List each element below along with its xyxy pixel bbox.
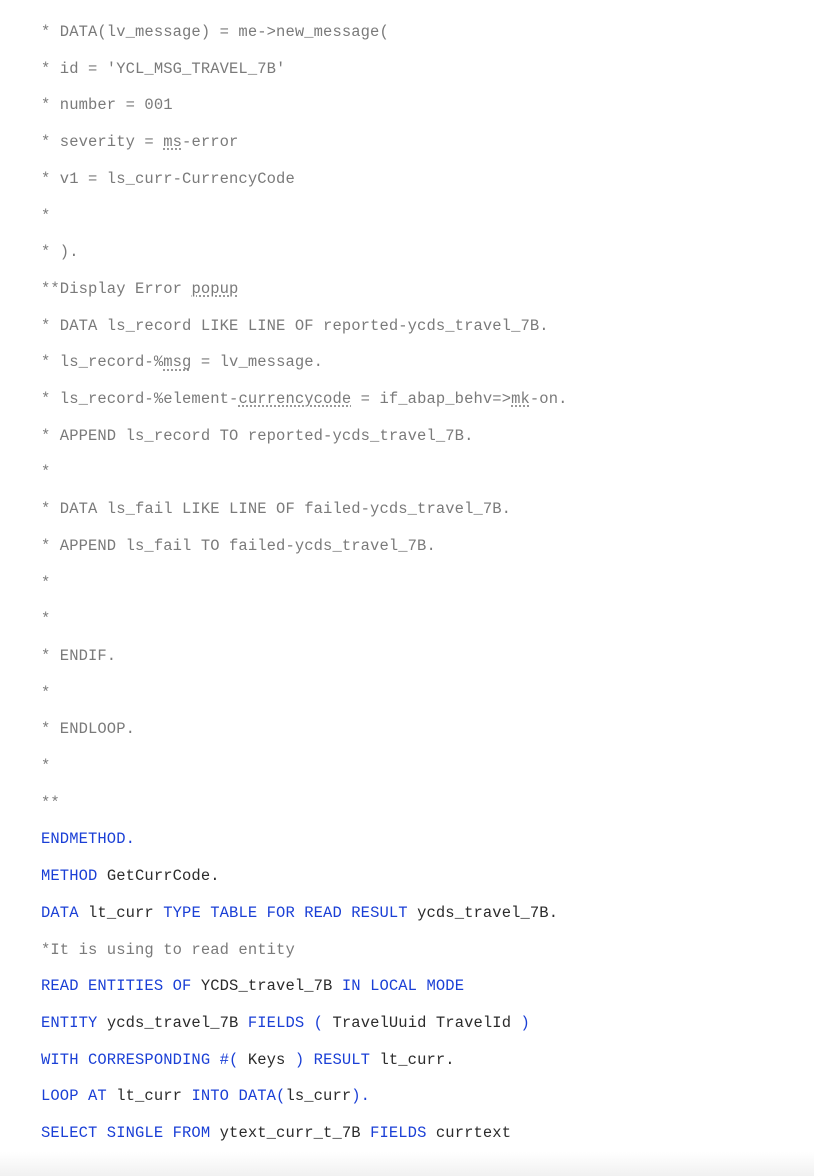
code-line (41, 59, 285, 79)
code-token: SELECT SINGLE FROM (41, 1124, 211, 1142)
code-line (41, 132, 238, 152)
code-token: ENDMETHOD. (41, 830, 136, 849)
code-token: **Display Error (41, 279, 192, 298)
code-token: lt_curr (106, 1087, 192, 1106)
code-token: currencycode (238, 390, 352, 408)
code-token: WITH CORRESPONDING #( (41, 1050, 248, 1069)
code-line (41, 1050, 455, 1070)
code-line (41, 609, 50, 629)
code-token: ms (163, 133, 183, 152)
code-token: * ls_record-%element- (41, 390, 239, 408)
code-token: -error (182, 133, 239, 152)
code-token: * v1 = ls_curr-CurrencyCode (41, 169, 295, 188)
code-token: LOOP AT (41, 1087, 107, 1106)
code-token: = lv_message. (191, 353, 324, 372)
code-token: * (41, 610, 51, 629)
code-token: * (41, 463, 51, 482)
code-token: * (41, 206, 51, 225)
code-line (41, 462, 50, 482)
code-line (41, 536, 436, 556)
code-token: ls_curr (285, 1087, 352, 1106)
code-line (41, 242, 79, 262)
code-line (41, 22, 389, 42)
code-token: * DATA(lv_message) = me->new_message( (41, 23, 389, 41)
code-line (41, 1086, 370, 1106)
code-line (41, 499, 511, 519)
code-token: * APPEND ls_record TO reported-ycds_travel_7B. (41, 426, 474, 445)
code-token: lt_curr (78, 903, 164, 922)
code-line (41, 829, 135, 849)
code-token: IN LOCAL MODE (341, 977, 465, 996)
code-token: READ ENTITIES OF (41, 977, 192, 996)
code-token: ytext_curr_t_7B (210, 1124, 371, 1142)
code-token: = if_abap_behv=> (351, 390, 512, 408)
code-token: *It is using to read entity (41, 940, 295, 959)
code-line (41, 1013, 530, 1033)
code-line (41, 756, 50, 776)
code-line (41, 279, 238, 299)
code-token: TYPE TABLE FOR READ RESULT (163, 903, 408, 922)
code-token: currtext (426, 1124, 512, 1142)
code-token: ycds_travel_7B (97, 1013, 248, 1032)
code-token: * (41, 757, 51, 775)
code-token: ) (520, 1013, 530, 1032)
code-line (41, 426, 473, 446)
code-line (41, 95, 173, 115)
code-token: ) RESULT (294, 1050, 371, 1069)
code-token: * DATA ls_record LIKE LINE OF reported-ycds_travel_7B. (41, 316, 549, 335)
code-token: * id = 'YCL_MSG_TRAVEL_7B' (41, 59, 286, 78)
code-token: ENTITY (41, 1013, 98, 1032)
code-token: ** (41, 793, 60, 812)
code-token: * ENDLOOP. (41, 720, 136, 739)
code-line (41, 206, 50, 226)
code-token: * number = 001 (41, 96, 173, 115)
code-line (41, 683, 50, 703)
code-token: * DATA ls_fail LIKE LINE OF failed-ycds_travel_7B. (41, 500, 512, 519)
code-token: * severity = (41, 133, 164, 152)
code-token: * (41, 683, 51, 702)
code-token: popup (191, 279, 239, 298)
code-token: FIELDS (370, 1124, 427, 1142)
code-token: TravelUuid TravelId (332, 1013, 521, 1032)
code-token: ). (351, 1087, 371, 1106)
code-token: FIELDS ( (247, 1013, 333, 1032)
code-token: DATA (41, 903, 79, 922)
code-line (41, 573, 50, 593)
code-token: mk (511, 390, 530, 408)
code-token: lt_curr. (370, 1050, 455, 1069)
code-token: * APPEND ls_fail TO failed-ycds_travel_7B. (41, 536, 436, 555)
code-line (41, 793, 60, 813)
code-line (41, 903, 558, 923)
code-token: YCDS_travel_7B (191, 977, 342, 996)
code-line (41, 940, 295, 960)
code-line (41, 316, 549, 336)
code-token: GetCurrCode. (97, 867, 220, 886)
code-token: Keys (247, 1050, 295, 1069)
code-token: msg (163, 353, 192, 372)
code-token: * (41, 573, 51, 592)
code-token: * ENDIF. (41, 646, 117, 665)
code-token: METHOD (41, 867, 98, 886)
code-line (41, 719, 135, 739)
code-token: -on. (529, 390, 568, 408)
bottom-fade (0, 1152, 814, 1176)
code-line (41, 646, 116, 666)
code-line (41, 976, 464, 996)
code-token: ycds_travel_7B. (407, 903, 559, 922)
code-line (41, 866, 220, 886)
code-line (41, 169, 295, 189)
code-token: * ls_record-% (41, 353, 164, 372)
code-line (41, 389, 568, 409)
code-token: INTO DATA( (191, 1087, 286, 1106)
code-line (41, 352, 323, 372)
code-line (41, 1123, 511, 1143)
code-token: * ). (41, 243, 79, 262)
